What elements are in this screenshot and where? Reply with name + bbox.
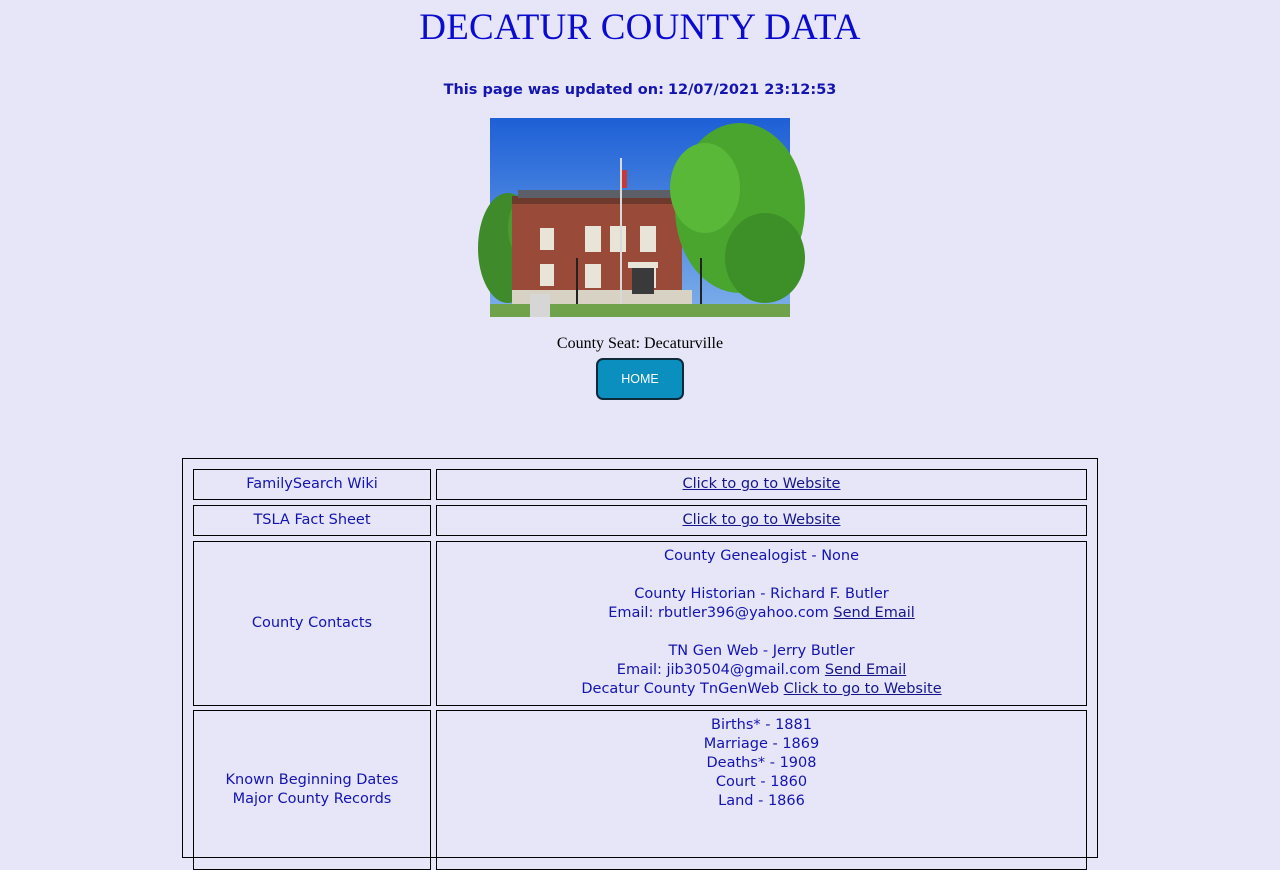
historian-send-email-link[interactable]: Send Email xyxy=(833,605,915,621)
beginning-dates-cell xyxy=(436,710,1087,870)
tngenweb-email: Email: jib30504@gmail.com xyxy=(616,662,821,678)
historian-email: Email: rbutler396@yahoo.com xyxy=(608,605,829,621)
row-label-contacts: County Contacts xyxy=(193,541,431,706)
tngenweb-email-line xyxy=(581,661,941,680)
tngenweb-site: Decatur County TnGenWeb xyxy=(581,681,780,697)
contacts-cell xyxy=(436,541,1087,706)
familysearch-link[interactable]: Click to go to Website xyxy=(682,476,841,492)
updated-label: This page was updated on: xyxy=(443,82,664,98)
historian-text: County Historian - Richard F. Butler xyxy=(634,586,889,602)
home-button[interactable]: HOME xyxy=(596,358,684,400)
tngenweb-site-link[interactable]: Click to go to Website xyxy=(783,681,942,697)
date-deaths: Deaths* - 1908 xyxy=(706,755,817,771)
date-land: Land - 1866 xyxy=(718,793,805,809)
county-seat: County Seat: Decaturville xyxy=(556,335,724,352)
courthouse-photo xyxy=(490,118,790,317)
row-label-beginning-dates xyxy=(193,710,431,870)
historian-email-line xyxy=(581,604,941,623)
tngenweb-site-line xyxy=(581,680,941,699)
tngenweb-send-email-link[interactable]: Send Email xyxy=(824,662,907,678)
date-court: Court - 1860 xyxy=(715,774,808,790)
row-label-familysearch: FamilySearch Wiki xyxy=(193,469,431,500)
spacer xyxy=(581,566,941,585)
tsla-cell xyxy=(436,505,1087,536)
updated-value: 12/07/2021 23:12:53 xyxy=(667,82,837,98)
beginning-dates-label-1: Known Beginning Dates xyxy=(225,772,399,788)
tngenweb-text: TN Gen Web - Jerry Butler xyxy=(668,643,855,659)
familysearch-cell xyxy=(436,469,1087,500)
county-data-table xyxy=(182,458,1098,858)
spacer xyxy=(581,623,941,642)
genealogist-text: County Genealogist - None xyxy=(663,548,860,564)
tsla-link[interactable]: Click to go to Website xyxy=(682,512,841,528)
date-births: Births* - 1881 xyxy=(711,717,812,733)
page-title: DECATUR COUNTY DATA xyxy=(419,7,861,48)
row-label-tsla: TSLA Fact Sheet xyxy=(193,505,431,536)
date-marriage: Marriage - 1869 xyxy=(703,736,820,752)
beginning-dates-label-2: Major County Records xyxy=(232,791,392,807)
last-updated xyxy=(0,82,1280,98)
